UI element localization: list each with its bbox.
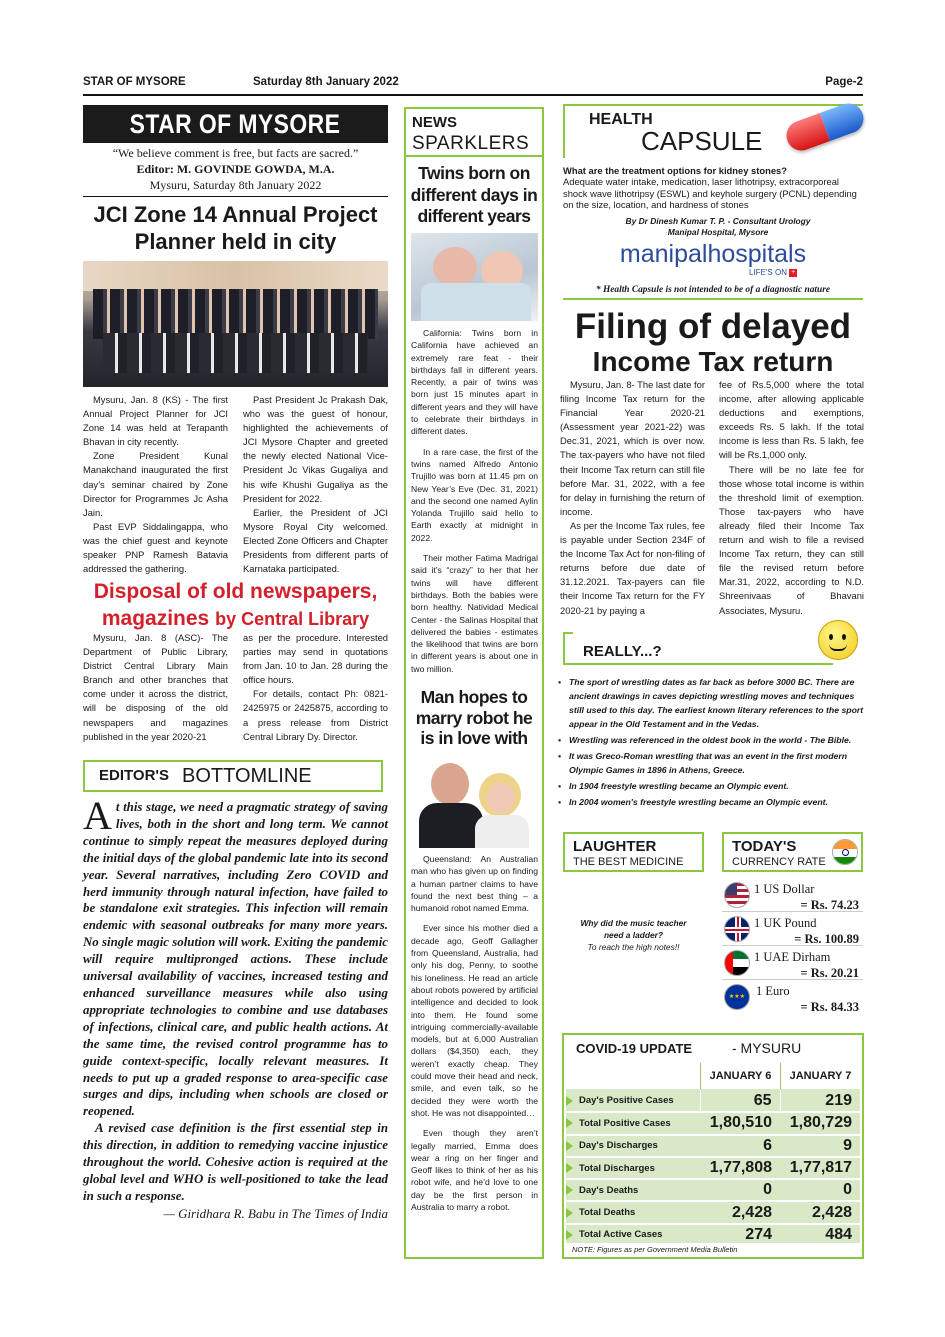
list-item: • In 2004 women's freestyle wrestling became an Olympic event. [558,797,828,807]
table-row: Day's Discharges 6 9 [566,1135,860,1157]
header-page: Page-2 [825,76,863,88]
list-item: • In 1904 freestyle wrestling became an Olympic event. [558,781,789,791]
header-rule [83,94,863,96]
laughter-q1: Why did the music teacher [580,918,687,928]
masthead-editor: Editor: M. GOVINDE GOWDA, M.A. [136,162,335,176]
table-row: Total Discharges 1,77,808 1,77,817 [566,1157,860,1179]
jci-col2: Past President Jc Prakash Dak, who was the guest of honour, highlighted the achievements of JCI Mysore Chapter and greeted the newly elected National Vice-President Jc Vikas Gugaliya and his wife Khushi Gugaliya as the President for 2022. Earlier, the President of JCI Mysore Royal City welcomed. Elected Zone Officers and Chapter Presidents from different parts of Karnataka participated. [243,394,388,575]
covid-table [566,1090,860,1247]
covid-label1: COVID-19 UPDATE [576,1041,693,1056]
editorial-label-box [83,760,383,792]
editorial-body [83,793,388,1223]
currency-label2: CURRENCY RATE [732,856,826,868]
masthead-dateline: Mysuru, Saturday 8th January 2022 [149,178,322,192]
tax-col2: fee of Rs.5,000 where the total income, after allowing applicable deductions and exemptions, exceeds Rs. 5 lakh. If the total income is less than Rs. 5 lakh, fee will be Rs.1,000 only. There will be no late fee for those whose total income is within the threshold limit of exemption. Those tax-payers who have already filed their Income Tax return and wish to file a revised Income Tax return, they can still file the revised return before Mar.31, 2022, according to N.D. Shreenivaas of Bhavani Associates, Mysuru. [719,379,864,616]
list-item: • Wrestling was referenced in the oldest book in the world - The Bible. [558,735,852,745]
robot-photo [411,753,538,848]
health-note: * Health Capsule is not intended to be of a diagnostic nature [595,285,831,295]
plus-icon: + [791,268,796,276]
tax-col1: Mysuru, Jan. 8- The last date for filing Income Tax return for the Financial Year 2020-21 (Assessment year 2021-22) was Dec.31, 2021, which is over now. The tax-payers who have not filed their Income Tax return can still file before Mar. 31, 2022, with a fee for delay in furnishing the return of income. As per the Income Tax rules, fee is payable under Section 234F of the Income Tax Act for non-filing of returns before due date of 31.12.2021. Tax-payers can file their Income Tax return for the FY 2020-21 by paying a [560,379,705,616]
currency-row: ★★★ 1 Euro = Rs. 84.33 [722,980,863,1014]
laughter-q2: need a ladder? [603,930,664,940]
header-paper: STAR OF MYSORE [83,76,186,88]
health-label-box [563,104,863,158]
masthead-logo: STAR OF MYSORE [83,105,388,143]
manipal-logo: manipalhospitals LIFE'S ON + [619,240,807,277]
currency-label-box [722,832,863,872]
really-label: REALLY...? [583,643,662,660]
table-row: Total Active Cases 274 484 [566,1224,860,1246]
laughter-a: To reach the high notes!! [587,942,680,952]
tax-headline: Filing of delayed Income Tax return [574,307,852,377]
table-row: Total Positive Cases 1,80,510 1,80,729 [566,1112,860,1134]
twins-photo [411,233,538,321]
editorial-label1: EDITOR'S [99,767,169,784]
robot-body: Queensland: An Australian man who has given up on finding a human partner claims to have found the next best thing – a humanoid robot named Emma. Ever since his mother died a decade ago, Geoff Gallagher from Queensland, Australia, had only his dog, Penny, to soothe his loneliness. He read an article about robots powered by artificial intelligence and decided to look into them. He found some intriguing commercially-available models, but at 6,000 Australian dollars ($4,350) each, they weren’t exactly cheap. They could move their head and neck, smile, and even talk, so he decided they were worth the shot. He was not disappointed… Even though they aren’t legally married, Emma does wear a ring on her finger and Geoff likes to think of her as his robot wife, and he’d love to one day be the first person in Australia to marry a robot. [411,854,538,1213]
laughter-label1: LAUGHTER [573,838,657,855]
pill-icon [782,99,867,155]
list-item: • It was Greco-Roman wrestling that was an event in the first modern Olympic Games in 1896 in Athens, Greece. [558,751,848,775]
manipal-tagline: LIFE'S ON [749,268,787,277]
bulb-icon [818,620,858,660]
masthead-motto: “We believe comment is free, but facts are sacred.” [112,146,359,160]
jci-col1: Mysuru, Jan. 8 (KS) - The first Annual Project Planner for JCI Zone 14 was held at Terapanth Bhavan in city recently. Zone President Kunal Manakchand inaugurated the first day’s seminar chaired by Zone Director for Programmes Jc Asha Jain. Past EVP Siddalingappa, who was the chief guest and keynote speaker PNP Ramesh Batavia addressed the gathering. [83,394,228,575]
currency-label1: TODAY'S [732,838,797,855]
covid-col2-header: JANUARY 7 [780,1063,860,1089]
currency-row: 1 UAE Dirham = Rs. 20.21 [722,946,863,980]
health-by1: By Dr Dinesh Kumar T. P. - Consultant Urology [625,215,811,226]
eu-flag-icon: ★★★ [724,984,750,1010]
jci-group-photo [83,261,388,387]
editorial-para2: A revised case definition is the first essential step in this direction, in addition to remedying vaccine injustice throughout the world. Cohesive action is required at the global level and WHO is well-positioned to take the lead in such a response. [83,1121,388,1203]
covid-col1-header: JANUARY 6 [700,1063,780,1089]
health-question: What are the treatment options for kidney stones? [563,165,787,176]
laughter-joke [563,917,704,953]
twins-body: California: Twins born in California have achieved an extremely rare feat - their birthdays fall in different years. Recently, a pair of twins was born just 15 minutes apart in different years and they will have to celebrate their birthdays in different dates. In a rare case, the first of the twins named Alfredo Antonio Trujillo was born at 11.45 pm on New Year’s Eve (Dec. 31, 2021) and the second one named Aylin Yolanda Trujillo said hello to Earth exactly at midnight in 2022. Their mother Fatima Madrigal said it’s “crazy” to her that her twins will have different birthdays. Both the babies were born healthy. Natividad Medical Center - the Salinas Hospital that delivered the babies - estimates the likelihood that twins are born in different years is about one in two million. [411,328,538,674]
editorial-credit: — Giridhara R. Babu in The Times of India [163,1206,388,1221]
table-row: Day's Positive Cases 65 219 [566,1090,860,1112]
masthead-rule [83,196,388,197]
really-box-top [563,632,573,634]
table-row: Day's Deaths 0 0 [566,1179,860,1201]
us-flag-icon [724,882,750,908]
currency-row: 1 US Dollar = Rs. 74.23 [722,878,863,912]
health-label2: CAPSULE [641,126,763,156]
health-rule [563,298,863,300]
page-header [83,76,863,92]
list-item: • The sport of wrestling dates as far back as before 3000 BC. There are ancient drawings in caves depicting wrestling moves and techniques still used to this day. The earliest known literary references to the sport appear in the Old Testament and in the Vedas. [558,677,864,729]
robot-headline: Man hopes to marry robot he is in love with [415,687,533,748]
laughter-label2: THE BEST MEDICINE [573,856,684,868]
covid-note: NOTE: Figures as per Government Media Bulletin [572,1245,738,1254]
twins-headline: Twins born on different days in different years [410,163,538,226]
health-text [563,165,863,238]
covid-box [562,1033,864,1259]
health-by2: Manipal Hospital, Mysore [667,227,769,238]
editorial-para1: t this stage, we need a pragmatic strategy of saving lives, both in the short and long term. We cannot continue to simply repeat the measures deployed during the initial days of the global pandemic late into its second year. Several narratives, including Zero COVID and herd immunity through natural infection, have failed to be standalone exit strategies. This infection will remain endemic with seasonal outbreaks for many more years. No single magic solution will work. Exiting the pandemic will require multipronged actions. These include universal availability of vaccines, increased testing and enhanced surveillance measures while also using appropriate technologies to combine and use databases of infections, clinical care, and public health actions. At the same time, the revised control programme has to guide context-specific, locally relevant measures. It needs to put up a graded response to area-specific case surges and dips, including when schools are closed or reopened. [83,800,388,1119]
really-list [558,675,865,809]
disposal-col2: as per the procedure. Interested parties may send in quotations from Jan. 10 to Jan. 28 during the office hours. For details, contact Ph: 0821-2425975 or 2425875, according to a press release from District Central Library Dy. Director. [243,632,388,742]
health-answer: Adequate water intake, medication, laser lithotripsy, extracorporeal shock wave lithotripsy (ESWL) and keyhole surgery (PCNL) depending on the size, location, and hardness of stones [563,176,857,211]
disposal-headline: Disposal of old newspapers, magazines by Central Library [93,580,378,630]
disposal-col1: Mysuru, Jan. 8 (ASC)- The Department of Public Library, District Central Library Main Branch and other branches that come under it across the district, will be disposing of the old newspapers and magazines published in the year 2020-21 [83,632,228,742]
currency-rates [722,878,863,1014]
uk-flag-icon [724,916,750,942]
table-row: Total Deaths 2,428 2,428 [566,1201,860,1223]
header-date: Saturday 8th January 2022 [253,76,399,88]
editorial-dropcap: A [83,793,112,838]
sparklers-label1: NEWS [412,114,457,131]
sparklers-label-box [404,107,544,157]
uae-flag-icon [724,950,750,976]
india-flag-icon [832,839,858,865]
laughter-label-box [563,832,704,872]
currency-row: 1 UK Pound = Rs. 100.89 [722,912,863,946]
covid-label2: - MYSURU [732,1040,802,1056]
sparklers-label2: SPARKLERS [412,133,530,154]
jci-headline: JCI Zone 14 Annual Project Planner held in city [93,202,378,254]
editorial-label2: BOTTOMLINE [182,765,312,787]
health-label1: HEALTH [589,111,653,128]
